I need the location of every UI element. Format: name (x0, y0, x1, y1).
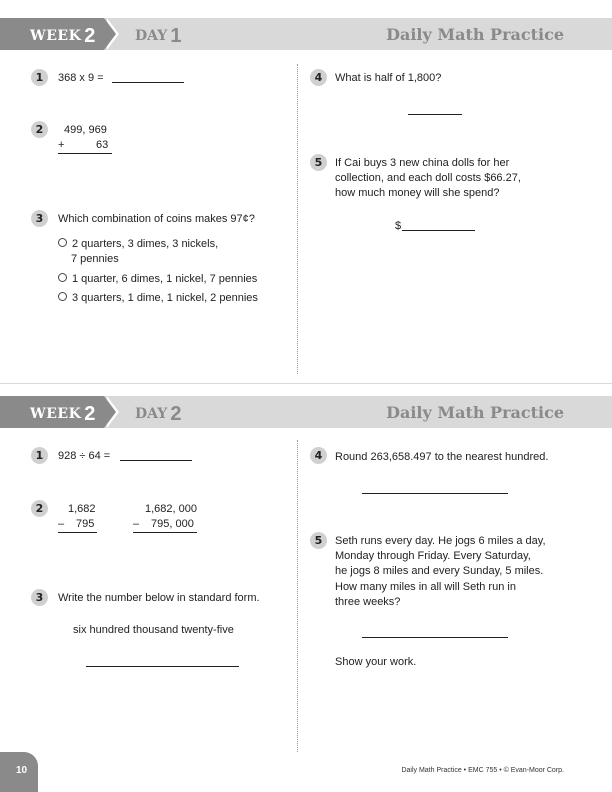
footer-credit: Daily Math Practice • EMC 755 • © Evan-Moor Corp. (401, 767, 564, 774)
question-text: 368 x 9 = (58, 72, 104, 84)
question-text-line: Seth runs every day. He jogs 6 miles a day, (335, 535, 546, 547)
minuend: 1,682, 000 (145, 503, 197, 515)
dollar-sign: $ (395, 220, 402, 232)
column-divider (297, 440, 298, 752)
sum-line (58, 153, 112, 154)
subtrahend: 795 (76, 518, 95, 530)
day2-banner (0, 396, 612, 428)
number-in-words: six hundred thousand twenty-five (73, 624, 234, 636)
radio-button[interactable] (58, 238, 67, 247)
addend-top: 499, 969 (64, 124, 107, 136)
question-number: 5 (310, 154, 327, 171)
answer-line[interactable] (112, 82, 184, 83)
question-number: 4 (310, 447, 327, 464)
question-text-line: he jogs 8 miles and every Sunday, 5 miles. (335, 565, 544, 577)
addend-bottom: 63 (96, 139, 109, 151)
question-number: 2 (31, 121, 48, 138)
column-divider (297, 64, 298, 374)
question-number: 1 (31, 447, 48, 464)
radio-button[interactable] (58, 273, 67, 282)
difference-line (133, 532, 197, 533)
difference-line (58, 532, 97, 533)
week-label: WEEK 2 (30, 403, 96, 425)
section-title: Daily Math Practice (386, 403, 564, 422)
question-number: 3 (31, 589, 48, 606)
question-number: 4 (310, 69, 327, 86)
radio-button[interactable] (58, 292, 67, 301)
question-text: What is half of 1,800? (335, 72, 442, 84)
question-text: Which combination of coins makes 97¢? (58, 213, 255, 225)
show-work-label: Show your work. (335, 656, 417, 668)
question-text: Write the number below in standard form. (58, 592, 260, 604)
operator: – (58, 518, 65, 530)
question-text: Round 263,658.497 to the nearest hundred. (335, 451, 549, 463)
section-title: Daily Math Practice (386, 25, 564, 44)
question-text-line: Monday through Friday. Every Saturday, (335, 550, 531, 562)
answer-option[interactable]: 1 quarter, 6 dimes, 1 nickel, 7 pennies (58, 272, 257, 286)
question-text-line: how much money will she spend? (335, 187, 500, 199)
question-text-line: collection, and each doll costs $66.27, (335, 172, 521, 184)
answer-line[interactable] (120, 460, 192, 461)
page-number: 10 (16, 765, 28, 776)
question-number: 3 (31, 210, 48, 227)
question-number: 1 (31, 69, 48, 86)
question-text: 928 ÷ 64 = (58, 450, 111, 462)
day-label: DAY 2 (135, 403, 182, 425)
question-number: 2 (31, 500, 48, 517)
answer-line[interactable] (402, 230, 475, 231)
week-label: WEEK 2 (30, 25, 96, 47)
section-separator (0, 383, 612, 384)
question-text-line: How many miles in all will Seth run in (335, 581, 516, 593)
day1-banner (0, 18, 612, 50)
answer-line[interactable] (362, 637, 508, 638)
operator: + (58, 139, 65, 151)
answer-line[interactable] (408, 114, 462, 115)
answer-option-continued: 7 pennies (71, 253, 119, 265)
page-number-tab (0, 752, 38, 792)
subtrahend: 795, 000 (151, 518, 194, 530)
question-number: 5 (310, 532, 327, 549)
question-text-line: three weeks? (335, 596, 401, 608)
answer-option[interactable]: 2 quarters, 3 dimes, 3 nickels, (58, 237, 218, 251)
answer-option[interactable]: 3 quarters, 1 dime, 1 nickel, 2 pennies (58, 291, 258, 305)
question-text-line: If Cai buys 3 new china dolls for her (335, 157, 510, 169)
answer-line[interactable] (86, 666, 239, 667)
answer-line[interactable] (362, 493, 508, 494)
minuend: 1,682 (68, 503, 96, 515)
day-label: DAY 1 (135, 25, 182, 47)
operator: – (133, 518, 140, 530)
